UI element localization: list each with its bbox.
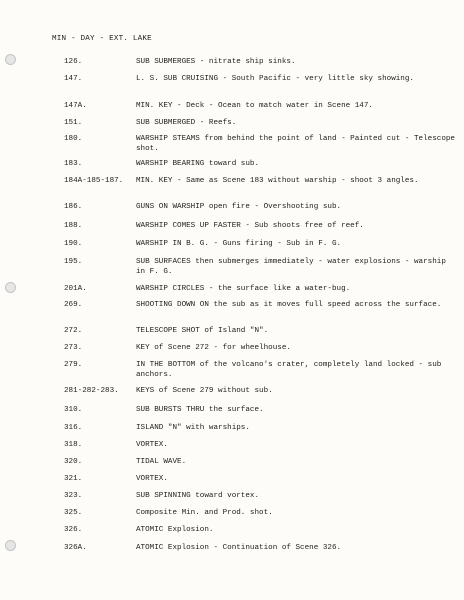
scene-number: 186. (64, 203, 83, 211)
scene-description: WARSHIP IN B. G. - Guns firing - Sub in F. G. (136, 240, 342, 248)
scene-number: 201A. (64, 285, 87, 293)
scene-description: WARSHIP COMES UP FASTER - Sub shoots free of reef. (136, 222, 364, 230)
scene-number: 188. (64, 222, 83, 230)
scene-number: 321. (64, 475, 83, 483)
scene-description: SUB SUBMERGED - Reefs. (136, 119, 237, 127)
scene-description: ISLAND "N" with warships. (136, 424, 250, 432)
scene-number: 323. (64, 492, 83, 500)
scene-description: MIN. KEY - Deck - Ocean to match water in Scene 147. (136, 102, 373, 110)
binder-hole (5, 54, 16, 65)
scene-description: Composite Min. and Prod. shot. (136, 509, 273, 517)
scene-number: 326. (64, 526, 83, 534)
scene-description: SUB SUBMERGES - nitrate ship sinks. (136, 58, 296, 66)
scene-description: KEY of Scene 272 - for wheelhouse. (136, 344, 291, 352)
scene-description: IN THE BOTTOM of the volcano's crater, completely land locked - sub anchors. (136, 361, 442, 379)
binder-hole (5, 282, 16, 293)
scene-description: WARSHIP STEAMS from behind the point of land - Painted cut - Telescope shot. (136, 135, 455, 153)
scene-number: 320. (64, 458, 83, 466)
scene-description: SUB SURFACES then submerges immediately - water explosions - warship in F. G. (136, 258, 446, 276)
scene-number: 281-282-283. (64, 387, 119, 395)
scene-number: 272. (64, 327, 83, 335)
scene-description: WARSHIP BEARING toward sub. (136, 160, 260, 168)
scene-description: TELESCOPE SHOT of Island "N". (136, 327, 269, 335)
scene-number: 184A-185-187. (64, 177, 124, 185)
scene-description: VORTEX. (136, 441, 168, 449)
scene-number: 279. (64, 361, 83, 369)
scene-description: MIN. KEY - Same as Scene 183 without warship - shoot 3 angles. (136, 177, 419, 185)
scene-description: ATOMIC Explosion - Continuation of Scene 326. (136, 544, 342, 552)
scene-description: L. S. SUB CRUISING - South Pacific - very little sky showing. (136, 75, 414, 83)
scene-number: 180. (64, 135, 83, 143)
scene-number: 318. (64, 441, 83, 449)
page-header: MIN - DAY - EXT. LAKE (52, 35, 152, 43)
scene-number: 190. (64, 240, 83, 248)
scene-number: 310. (64, 406, 83, 414)
scene-number: 269. (64, 301, 83, 309)
scene-description: WARSHIP CIRCLES - the surface like a water-bug. (136, 285, 351, 293)
scene-number: 326A. (64, 544, 87, 552)
scene-number: 195. (64, 258, 83, 266)
scene-description: GUNS ON WARSHIP open fire - Overshooting sub. (136, 203, 342, 211)
scene-description: TIDAL WAVE. (136, 458, 187, 466)
scene-number: 325. (64, 509, 83, 517)
scene-description: ATOMIC Explosion. (136, 526, 214, 534)
scene-description: SHOOTING DOWN ON the sub as it moves full speed across the surface. (136, 301, 442, 309)
scene-description: SUB BURSTS THRU the surface. (136, 406, 264, 414)
scene-number: 147A. (64, 102, 87, 110)
scene-number: 273. (64, 344, 83, 352)
scene-number: 316. (64, 424, 83, 432)
scene-description: VORTEX. (136, 475, 168, 483)
scene-description: SUB SPINNING toward vortex. (136, 492, 260, 500)
scene-number: 126. (64, 58, 83, 66)
scene-number: 147. (64, 75, 83, 83)
scene-number: 183. (64, 160, 83, 168)
scene-description: KEYS of Scene 279 without sub. (136, 387, 273, 395)
binder-hole (5, 540, 16, 551)
scene-number: 151. (64, 119, 83, 127)
